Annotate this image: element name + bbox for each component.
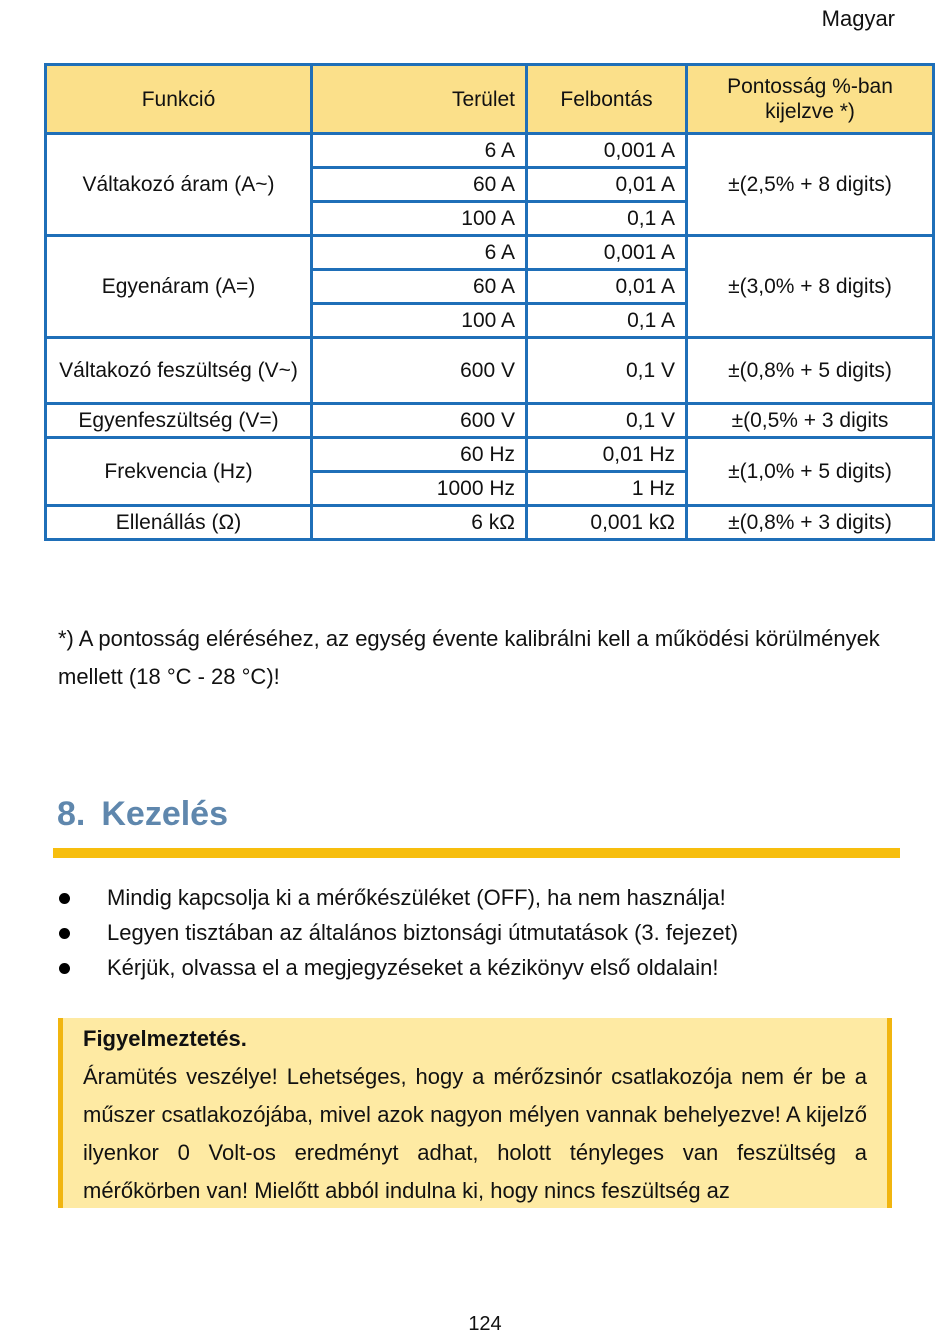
range-cell: 1000 Hz bbox=[312, 472, 527, 506]
accuracy-cell: ±(3,0% + 8 digits) bbox=[687, 236, 934, 338]
range-cell: 600 V bbox=[312, 338, 527, 404]
range-cell: 60 A bbox=[312, 168, 527, 202]
range-cell: 100 A bbox=[312, 202, 527, 236]
range-cell: 6 A bbox=[312, 236, 527, 270]
accuracy-cell: ±(2,5% + 8 digits) bbox=[687, 134, 934, 236]
resolution-cell: 0,1 V bbox=[527, 404, 687, 438]
function-cell: Frekvencia (Hz) bbox=[46, 438, 312, 506]
resolution-cell: 0,1 A bbox=[527, 304, 687, 338]
header-range: Terület bbox=[312, 65, 527, 134]
range-cell: 6 A bbox=[312, 134, 527, 168]
section-divider bbox=[53, 848, 900, 858]
resolution-cell: 0,1 V bbox=[527, 338, 687, 404]
list-item bbox=[52, 952, 738, 987]
accuracy-cell: ±(0,5% + 3 digits bbox=[687, 404, 934, 438]
resolution-cell: 1 Hz bbox=[527, 472, 687, 506]
function-cell: Egyenáram (A=) bbox=[46, 236, 312, 338]
accuracy-cell: ±(0,8% + 3 digits) bbox=[687, 506, 934, 540]
table-row bbox=[46, 404, 934, 438]
bullet-icon bbox=[59, 963, 70, 974]
table-body bbox=[46, 134, 934, 540]
table-header-row bbox=[46, 65, 934, 134]
resolution-cell: 0,001 A bbox=[527, 236, 687, 270]
table-row bbox=[46, 236, 934, 270]
resolution-cell: 0,001 A bbox=[527, 134, 687, 168]
resolution-cell: 0,01 A bbox=[527, 168, 687, 202]
resolution-cell: 0,01 A bbox=[527, 270, 687, 304]
warning-text: Áramütés veszélye! Lehetséges, hogy a mérőzsinór csatlakozója nem ér be a műszer csatlakozójába, mivel azok nagyon mélyen vannak behelyezve! A kijelző ilyenkor 0 Volt-os eredményt adhat, holott tényleges van feszültség a mérőkörben van! Mielőtt abból indulna ki, hogy nincs feszültség az bbox=[83, 1064, 867, 1203]
table-row bbox=[46, 438, 934, 472]
list-item-text: Mindig kapcsolja ki a mérőkészüléket (OFF), ha nem használja! bbox=[107, 885, 726, 910]
range-cell: 100 A bbox=[312, 304, 527, 338]
resolution-cell: 0,1 A bbox=[527, 202, 687, 236]
accuracy-footnote: *) A pontosság eléréséhez, az egység évente kalibrálni kell a működési körülmények mellett (18 °C - 28 °C)! bbox=[58, 626, 880, 689]
range-cell: 60 Hz bbox=[312, 438, 527, 472]
header-function: Funkció bbox=[46, 65, 312, 134]
specifications-table bbox=[44, 63, 935, 541]
function-cell: Ellenállás (Ω) bbox=[46, 506, 312, 540]
range-cell: 600 V bbox=[312, 404, 527, 438]
header-resolution: Felbontás bbox=[527, 65, 687, 134]
bullet-icon bbox=[59, 893, 70, 904]
list-item-text: Legyen tisztában az általános biztonsági útmutatások (3. fejezet) bbox=[107, 920, 739, 945]
table-row bbox=[46, 338, 934, 404]
language-label: Magyar bbox=[821, 6, 895, 31]
range-cell: 60 A bbox=[312, 270, 527, 304]
warning-title: Figyelmeztetés. bbox=[83, 1026, 247, 1051]
resolution-cell: 0,01 Hz bbox=[527, 438, 687, 472]
section-title: Kezelés bbox=[101, 795, 228, 833]
list-item bbox=[52, 882, 738, 917]
range-cell: 6 kΩ bbox=[312, 506, 527, 540]
accuracy-cell: ±(0,8% + 5 digits) bbox=[687, 338, 934, 404]
function-cell: Váltakozó áram (A~) bbox=[46, 134, 312, 236]
section-heading bbox=[57, 795, 228, 834]
header-accuracy: Pontosság %-ban kijelzve *) bbox=[687, 65, 934, 134]
section-number: 8. bbox=[57, 795, 86, 833]
resolution-cell: 0,001 kΩ bbox=[527, 506, 687, 540]
table-row bbox=[46, 134, 934, 168]
instruction-list bbox=[52, 882, 738, 987]
bullet-icon bbox=[59, 928, 70, 939]
function-cell: Egyenfeszültség (V=) bbox=[46, 404, 312, 438]
warning-box bbox=[58, 1018, 892, 1208]
page-number: 124 bbox=[468, 1313, 502, 1335]
function-cell: Váltakozó feszültség (V~) bbox=[46, 338, 312, 404]
list-item bbox=[52, 917, 738, 952]
table-row bbox=[46, 506, 934, 540]
accuracy-cell: ±(1,0% + 5 digits) bbox=[687, 438, 934, 506]
list-item-text: Kérjük, olvassa el a megjegyzéseket a kézikönyv első oldalain! bbox=[107, 955, 719, 980]
